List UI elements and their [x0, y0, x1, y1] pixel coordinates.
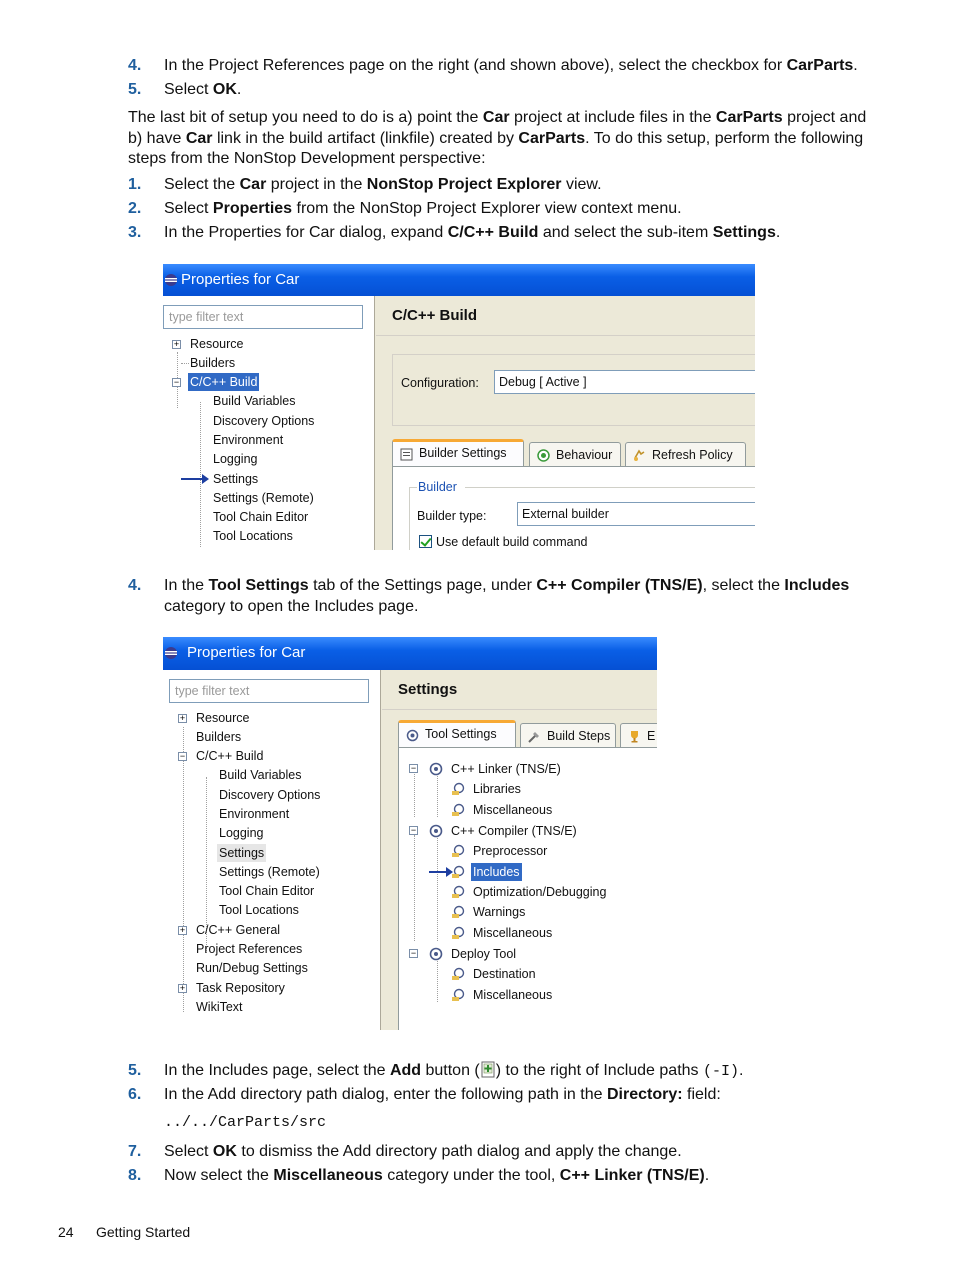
- tree2-cpp-general[interactable]: C/C++ General: [196, 923, 281, 937]
- tree2-environment[interactable]: Environment: [219, 807, 290, 821]
- tree2-tool-chain-editor[interactable]: Tool Chain Editor: [219, 884, 315, 898]
- use-default-build-checkbox[interactable]: [419, 535, 432, 548]
- tool-cpp-linker[interactable]: C++ Linker (TNS/E): [451, 762, 561, 776]
- tree2-builders[interactable]: Builders: [196, 730, 242, 744]
- tool-deploy[interactable]: Deploy Tool: [451, 947, 517, 961]
- properties-dialog-build: [163, 264, 755, 550]
- tree2-wikitext[interactable]: WikiText: [196, 1000, 243, 1014]
- tool-compiler-miscellaneous[interactable]: Miscellaneous: [473, 926, 553, 940]
- tab-tool-settings[interactable]: Tool Settings: [398, 720, 516, 748]
- collapse-compiler-icon[interactable]: −: [410, 825, 417, 835]
- option-gear-icon: [451, 988, 465, 1002]
- tree-item-settings-remote[interactable]: Settings (Remote): [213, 491, 314, 505]
- tab-e-truncated[interactable]: E: [620, 723, 657, 749]
- tree-item-discovery-options[interactable]: Discovery Options: [213, 414, 315, 428]
- tool-settings-icon: [406, 729, 419, 742]
- tool-deploy-miscellaneous[interactable]: Miscellaneous: [473, 988, 553, 1002]
- builder-group-label: Builder: [418, 480, 457, 494]
- tree2-settings-remote[interactable]: Settings (Remote): [219, 865, 320, 879]
- option-gear-icon: [451, 967, 465, 981]
- collapse-linker-icon[interactable]: −: [410, 763, 417, 773]
- expand-resource-icon[interactable]: +: [179, 713, 186, 723]
- page-number: 24: [58, 1224, 74, 1240]
- properties-dialog-settings: [163, 637, 657, 1030]
- option-gear-icon: [451, 926, 465, 940]
- dialog2-title: Properties for Car: [187, 644, 306, 661]
- tree-pane-2: [163, 670, 381, 1030]
- configuration-select[interactable]: Debug [ Active ]: [494, 370, 755, 394]
- tree2-settings[interactable]: Settings: [219, 846, 265, 860]
- trophy-icon: [628, 730, 641, 743]
- tool-linker-libraries[interactable]: Libraries: [473, 782, 521, 796]
- tool-compiler-warnings[interactable]: Warnings: [473, 905, 526, 919]
- option-gear-icon: [451, 885, 465, 899]
- expand-task-repo-icon[interactable]: +: [179, 983, 186, 993]
- collapse-build-icon[interactable]: −: [173, 377, 180, 387]
- collapse-build-icon[interactable]: −: [179, 751, 186, 761]
- add-button-icon: [480, 1061, 496, 1078]
- tree-item-cpp-build[interactable]: C/C++ Build: [190, 375, 258, 389]
- tree2-resource[interactable]: Resource: [196, 711, 250, 725]
- tool-linker-miscellaneous[interactable]: Miscellaneous: [473, 803, 553, 817]
- footer-section: Getting Started: [96, 1224, 191, 1240]
- use-default-build-label: Use default build command: [436, 535, 588, 549]
- configuration-label: Configuration:: [401, 376, 479, 390]
- eclipse-icon: [165, 646, 177, 660]
- configuration-group: [392, 354, 755, 426]
- eclipse-icon: [165, 273, 177, 287]
- option-gear-icon: [451, 844, 465, 858]
- refresh-policy-icon: [633, 449, 646, 462]
- dialog2-titlebar: [163, 637, 657, 670]
- tree-item-tool-locations[interactable]: Tool Locations: [213, 529, 293, 543]
- pointer-arrow-icon: [429, 871, 447, 873]
- option-gear-icon: [451, 803, 465, 817]
- option-gear-icon: [451, 905, 465, 919]
- tree2-build-variables[interactable]: Build Variables: [219, 768, 302, 782]
- dialog-title: Properties for Car: [181, 271, 300, 288]
- tree-item-environment[interactable]: Environment: [213, 433, 284, 447]
- expand-general-icon[interactable]: +: [179, 925, 186, 935]
- builder-settings-panel: [392, 466, 755, 550]
- tree2-tool-locations[interactable]: Tool Locations: [219, 903, 299, 917]
- pointer-arrow-icon: [181, 478, 203, 480]
- builder-type-label: Builder type:: [417, 509, 487, 523]
- tool-gear-icon: [429, 824, 443, 838]
- builder-type-select[interactable]: External builder: [517, 502, 755, 526]
- filter-input[interactable]: type filter text: [163, 305, 363, 329]
- builder-settings-icon: [400, 448, 413, 461]
- option-gear-icon: [451, 782, 465, 796]
- content-pane-2: [382, 670, 657, 1030]
- tree-item-settings[interactable]: Settings: [213, 472, 259, 486]
- section-title-2: Settings: [382, 670, 657, 710]
- tool-compiler-optimization[interactable]: Optimization/Debugging: [473, 885, 607, 899]
- tree-item-build-variables[interactable]: Build Variables: [213, 394, 296, 408]
- filter-input-2[interactable]: type filter text: [169, 679, 369, 703]
- tool-gear-icon: [429, 947, 443, 961]
- directory-path-code: ../../CarParts/src: [164, 1114, 327, 1131]
- tree-item-builders[interactable]: Builders: [190, 356, 236, 370]
- behaviour-icon: [537, 449, 550, 462]
- tree2-run-debug-settings[interactable]: Run/Debug Settings: [196, 961, 308, 975]
- tab-refresh-policy[interactable]: Refresh Policy: [625, 442, 746, 468]
- tree-pane: [163, 296, 375, 550]
- setup-paragraph: The last bit of setup you need to do is a) point the Car project at include files in the CarParts project and b) have Car link in the build artifact (linkfile) created by CarParts. To do this setup, perform the following steps from the NonStop Development perspective:: [128, 109, 867, 167]
- tool-deploy-destination[interactable]: Destination: [473, 967, 536, 981]
- section-title: C/C++ Build: [376, 296, 755, 336]
- tab-builder-settings[interactable]: Builder Settings: [392, 439, 524, 467]
- tab-build-steps[interactable]: Build Steps: [520, 723, 616, 749]
- tool-gear-icon: [429, 762, 443, 776]
- tree2-task-repository[interactable]: Task Repository: [196, 981, 285, 995]
- tree-item-resource[interactable]: Resource: [190, 337, 244, 351]
- tree2-project-references[interactable]: Project References: [196, 942, 303, 956]
- tree2-cpp-build[interactable]: C/C++ Build: [196, 749, 264, 763]
- tree2-discovery-options[interactable]: Discovery Options: [219, 788, 321, 802]
- tree-item-tool-chain-editor[interactable]: Tool Chain Editor: [213, 510, 309, 524]
- tool-compiler-preprocessor[interactable]: Preprocessor: [473, 844, 548, 858]
- build-steps-icon: [528, 730, 541, 743]
- dialog-titlebar: [163, 264, 755, 296]
- tool-cpp-compiler[interactable]: C++ Compiler (TNS/E): [451, 824, 577, 838]
- expand-resource-icon[interactable]: +: [173, 339, 180, 349]
- tree-item-logging[interactable]: Logging: [213, 452, 258, 466]
- tab-behaviour[interactable]: Behaviour: [529, 442, 621, 468]
- tree2-logging[interactable]: Logging: [219, 826, 264, 840]
- collapse-deploy-icon[interactable]: −: [410, 948, 417, 958]
- option-gear-icon: [451, 865, 465, 879]
- content-pane: [376, 296, 755, 550]
- tool-compiler-includes[interactable]: Includes: [473, 865, 520, 879]
- tool-settings-panel: [398, 747, 657, 1030]
